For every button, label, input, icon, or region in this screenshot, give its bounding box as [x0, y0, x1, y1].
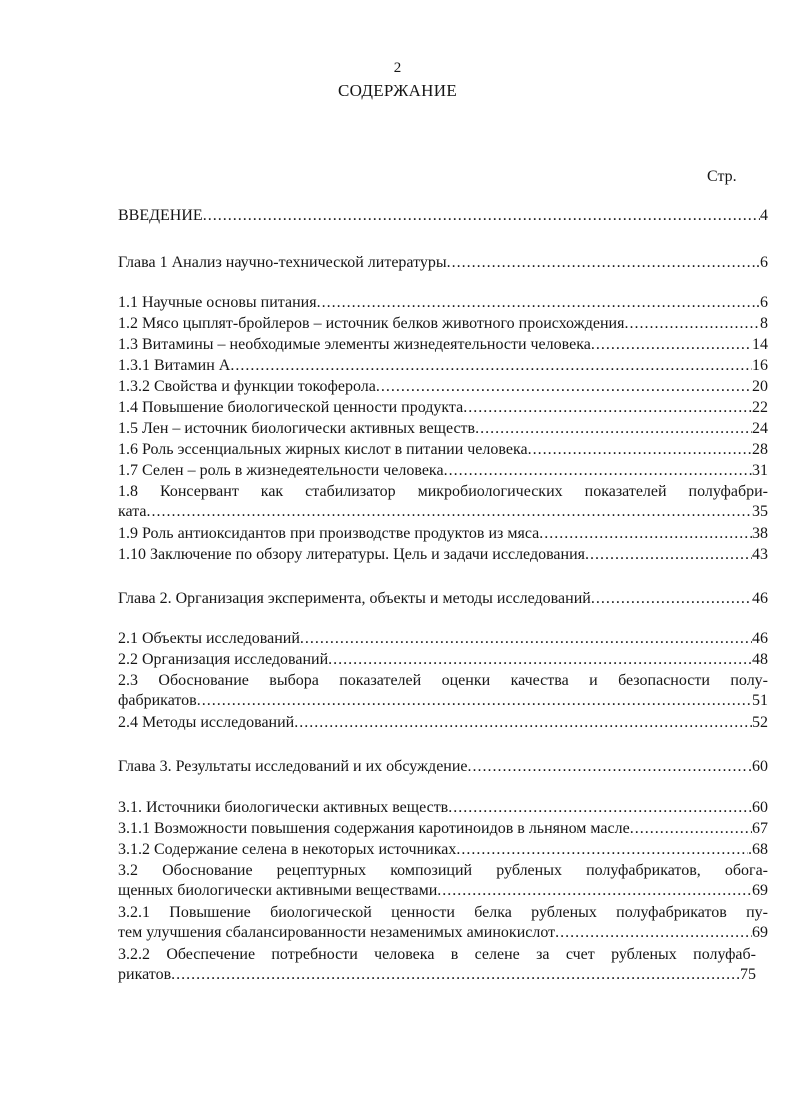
toc-entry-page: 14	[752, 336, 768, 353]
toc-entry-1-1[interactable]	[118, 293, 768, 313]
toc-entry-2-2[interactable]	[118, 650, 768, 670]
toc-entry-chapter-3[interactable]	[118, 757, 768, 777]
toc-entry-text: ВВЕДЕНИЕ	[118, 207, 203, 224]
toc-entry-text: 3.1.1 Возможности повышения содержания каротиноидов в льняном масле	[118, 820, 630, 837]
toc-entry-1-3-1[interactable]	[118, 356, 768, 376]
toc-entry-2-3[interactable]	[118, 671, 768, 711]
toc-entry-1-3-2[interactable]	[118, 377, 768, 397]
toc-entry-text: Глава 3. Результаты исследований и их обсуждение	[118, 758, 468, 775]
toc-entry-page: 16	[752, 357, 768, 374]
toc-entry-continuation: тем улучшения сбалансированности незаменимых аминокислот	[118, 924, 556, 941]
toc-entry-text: 3.2.1 Повышение биологической ценности белка рубленых полуфабрикатов пу-	[118, 904, 768, 921]
toc-entry-3-2-2[interactable]	[118, 945, 756, 985]
toc-entry-1-3[interactable]	[118, 335, 768, 355]
toc-entry-1-4[interactable]	[118, 398, 768, 418]
toc-entry-text: 1.9 Роль антиоксидантов при производстве продуктов из мяса	[118, 525, 540, 542]
toc-entry-continuation: ката	[118, 503, 147, 520]
toc-entry-page: 69	[752, 882, 768, 899]
toc-entry-text: 2.1 Объекты исследований	[118, 630, 300, 647]
toc-entry-page: 51	[752, 692, 768, 709]
toc-entry-page: 31	[752, 462, 768, 479]
page-number: 2	[393, 60, 402, 76]
toc-entry-text: 1.4 Повышение биологической ценности продукта	[118, 399, 464, 416]
toc-entry-page: 75	[740, 966, 756, 983]
toc-entry-text: 3.2 Обоснование рецептурных композиций рубленых полуфабрикатов, обога-	[118, 862, 768, 879]
toc-entry-text: 1.3.1 Витамин А	[118, 357, 231, 374]
toc-entry-continuation: щенных биологически активными веществами	[118, 882, 438, 899]
page-title: СОДЕРЖАНИЕ	[337, 81, 458, 100]
toc-entry-2-4[interactable]	[118, 713, 768, 733]
toc-entry-page: 60	[752, 799, 768, 816]
toc-entry-page: .60	[748, 758, 768, 775]
toc-entry-text: 3.2.2 Обеспечение потребности человека в селене за счет рубленых полуфаб-	[118, 946, 756, 963]
toc-entry-continuation: фабрикатов	[118, 692, 197, 709]
toc-entry-page: 24	[752, 420, 768, 437]
toc-entry-3-1-1[interactable]	[118, 819, 768, 839]
toc-entry-2-1[interactable]	[118, 629, 768, 649]
toc-entry-3-2-1[interactable]	[118, 903, 768, 943]
toc-entry-text: 1.5 Лен – источник биологически активных веществ	[118, 420, 476, 437]
toc-entry-page: 38	[752, 525, 768, 542]
toc-entry-page: 67	[752, 820, 768, 837]
toc-entry-page: 20	[752, 378, 768, 395]
toc-entry-page: 46	[752, 630, 768, 647]
toc-entry-text: 1.10 Заключение по обзору литературы. Цель и задачи исследования	[118, 546, 586, 563]
toc-entry-text: 1.1 Научные основы питания	[118, 294, 317, 311]
toc-entry-1-9[interactable]	[118, 524, 768, 544]
toc-entry-page: 43	[752, 546, 768, 563]
toc-entry-text: 1.6 Роль эссенциальных жирных кислот в питании человека	[118, 441, 528, 458]
toc-entry-page: .48	[748, 651, 768, 668]
toc-entry-page: 69	[752, 924, 768, 941]
page-column-label: Стр.	[707, 168, 737, 185]
toc-entry-1-6[interactable]	[118, 440, 768, 460]
toc-entry-page: 28	[752, 441, 768, 458]
toc-entry-page: 8	[760, 315, 768, 332]
toc-entry-text: 1.3 Витамины – необходимые элементы жизнедеятельности человека	[118, 336, 591, 353]
toc-entry-introduction[interactable]	[118, 206, 768, 226]
toc-entry-3-1[interactable]	[118, 798, 768, 818]
toc-entry-text: 2.4 Методы исследований	[118, 714, 295, 731]
toc-entry-text: 1.7 Селен – роль в жизнедеятельности человека	[118, 462, 444, 479]
toc-entry-1-7[interactable]	[118, 461, 768, 481]
toc-entry-page: 46	[752, 590, 768, 607]
toc-entry-page: .6	[756, 254, 768, 271]
toc-entry-1-5[interactable]	[118, 419, 768, 439]
toc-entry-3-2[interactable]	[118, 861, 768, 901]
toc-entry-page: 22	[752, 399, 768, 416]
toc-entry-chapter-1[interactable]	[118, 253, 768, 273]
toc-entry-1-2[interactable]	[118, 314, 768, 334]
toc-entry-text: 1.2 Мясо цыплят-бройлеров – источник белков животного происхождения	[118, 315, 625, 332]
toc-entry-page: .68	[748, 841, 768, 858]
toc-entry-page: 52	[752, 714, 768, 731]
toc-entry-text: Глава 2. Организация эксперимента, объекты и методы исследований	[118, 590, 591, 607]
toc-entry-text: 1.3.2 Свойства и функции токоферола	[118, 378, 376, 395]
toc-entry-3-1-2[interactable]	[118, 840, 768, 860]
toc-entry-text: 3.1. Источники биологически активных веществ	[118, 799, 449, 816]
toc-entry-1-8[interactable]	[118, 482, 768, 522]
toc-entry-page: 4	[760, 207, 768, 224]
toc-entry-continuation: рикатов	[118, 966, 172, 983]
toc-entry-text: 1.8 Консервант как стабилизатор микробиологических показателей полуфабри-	[118, 483, 768, 500]
toc-entry-text: Глава 1 Анализ научно-технической литературы	[118, 254, 447, 271]
toc-entry-page: .6	[756, 294, 768, 311]
toc-entry-1-10[interactable]	[118, 545, 768, 565]
toc-entry-page: 35	[752, 503, 768, 520]
toc-entry-text: 2.3 Обоснование выбора показателей оценки качества и безопасности полу-	[118, 672, 768, 689]
toc-entry-text: 3.1.2 Содержание селена в некоторых источниках	[118, 841, 457, 858]
toc-entry-chapter-2[interactable]	[118, 589, 768, 609]
toc-entry-text: 2.2 Организация исследований	[118, 651, 329, 668]
